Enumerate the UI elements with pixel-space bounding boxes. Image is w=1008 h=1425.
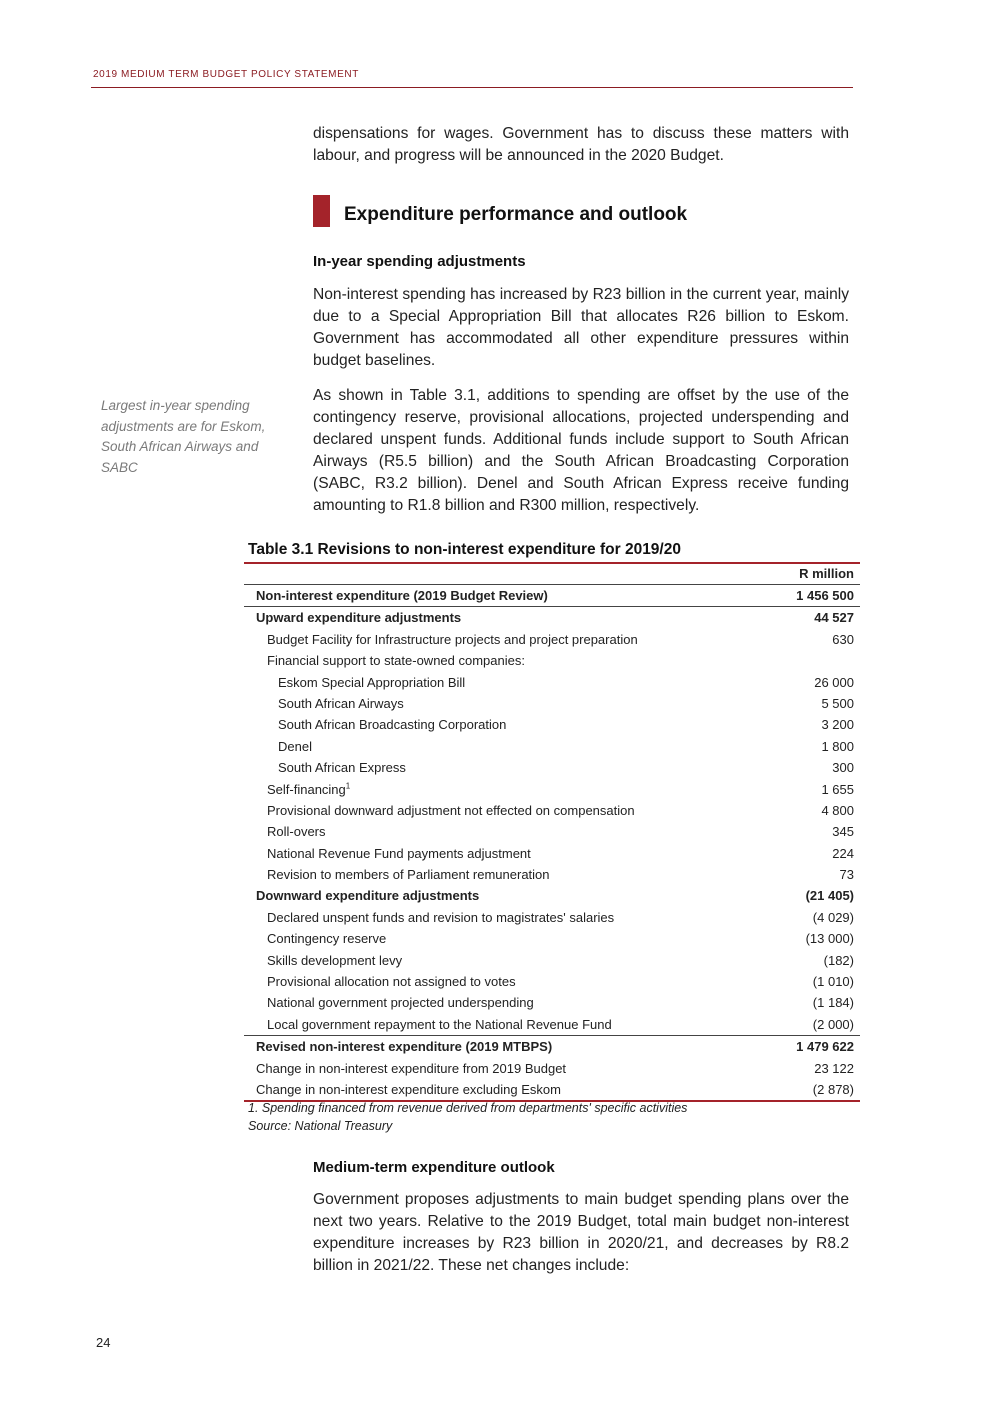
table-footnote: 1. Spending financed from revenue derived from departments' specific activities — [248, 1101, 688, 1115]
table-row — [244, 971, 860, 992]
row-label: Declared unspent funds and revision to magistrates' salaries — [267, 909, 615, 925]
table-row — [244, 1035, 860, 1057]
row-label: Budget Facility for Infrastructure projects and project preparation — [267, 631, 638, 647]
row-label: National Revenue Fund payments adjustment — [267, 845, 531, 861]
table-row — [244, 800, 860, 821]
table-row — [244, 629, 860, 650]
row-label: South African Broadcasting Corporation — [278, 717, 507, 733]
row-label: Provisional downward adjustment not effected on compensation — [267, 802, 635, 818]
subsection-title-medium-term: Medium-term expenditure outlook — [313, 1159, 555, 1176]
table-row — [244, 907, 860, 928]
table-row — [244, 693, 860, 714]
row-value: (13 000) — [805, 931, 854, 947]
table-row — [244, 757, 860, 778]
table-row — [244, 928, 860, 949]
section-title: Expenditure performance and outlook — [344, 204, 688, 225]
row-label: Local government repayment to the National Revenue Fund — [267, 1016, 612, 1032]
table-row — [244, 779, 860, 800]
subsection-title-inyear: In-year spending adjustments — [313, 253, 526, 270]
row-value: 26 000 — [814, 674, 854, 690]
table-row — [244, 650, 860, 671]
table-row — [244, 1014, 860, 1035]
row-value: (1 184) — [812, 995, 854, 1011]
row-value: (4 029) — [812, 909, 854, 925]
row-label-text: Self-financing — [267, 781, 346, 797]
row-value: 73 — [839, 867, 854, 883]
row-label: Contingency reserve — [267, 931, 387, 947]
row-label: Provisional allocation not assigned to votes — [267, 974, 516, 990]
row-value: 1 456 500 — [796, 588, 854, 603]
row-label: Denel — [278, 738, 312, 754]
table-row — [244, 714, 860, 735]
header-rule — [91, 87, 853, 88]
page-number: 24 — [96, 1335, 111, 1350]
intro-paragraph: dispensations for wages. Government has to discuss these matters with labour, and progress will be announced in the 2020 Budget. — [313, 125, 849, 164]
table-title: Table 3.1 Revisions to non-interest expenditure for 2019/20 — [248, 541, 681, 558]
row-value: (1 010) — [812, 974, 854, 990]
unit-header: R million — [799, 566, 854, 581]
row-label: Financial support to state-owned companies: — [267, 653, 525, 669]
row-label: Roll-overs — [267, 824, 326, 840]
row-value: 1 800 — [821, 738, 854, 754]
row-value: 4 800 — [821, 802, 854, 818]
row-label: Non-interest expenditure (2019 Budget Review) — [256, 588, 548, 603]
row-label: Change in non-interest expenditure excluding Eskom — [256, 1081, 561, 1097]
row-label: South African Airways — [278, 695, 404, 711]
table-row — [244, 885, 860, 906]
revisions-table — [244, 562, 860, 1102]
table-row — [244, 864, 860, 885]
row-label: Skills development levy — [267, 952, 403, 968]
row-label: South African Express — [278, 760, 406, 776]
footnote-marker: 1 — [345, 781, 351, 791]
row-label — [267, 779, 350, 800]
row-value: (2 000) — [812, 1016, 854, 1032]
table-row — [244, 992, 860, 1013]
table-row — [244, 584, 860, 606]
margin-note: Largest in-year spending adjustments are for Eskom, South African Airways and SABC — [101, 398, 266, 475]
table-row — [244, 950, 860, 971]
running-header: 2019 MEDIUM TERM BUDGET POLICY STATEMENT — [93, 69, 359, 80]
table-row — [244, 606, 860, 628]
row-value: 1 479 622 — [796, 1039, 854, 1055]
row-value: 5 500 — [821, 695, 854, 711]
row-value: (182) — [823, 952, 854, 968]
table-row — [244, 672, 860, 693]
row-label: Downward expenditure adjustments — [256, 888, 480, 904]
table-row — [244, 843, 860, 864]
row-label: Revised non-interest expenditure (2019 MTBPS) — [256, 1039, 553, 1055]
row-label: Change in non-interest expenditure from 2019 Budget — [256, 1060, 567, 1076]
row-label: Eskom Special Appropriation Bill — [278, 674, 466, 690]
table-row — [244, 1079, 860, 1100]
row-value: 300 — [832, 760, 854, 776]
table-row — [244, 1058, 860, 1079]
row-value: 23 122 — [814, 1060, 854, 1076]
row-value: 224 — [832, 845, 854, 861]
table-source: Source: National Treasury — [248, 1119, 393, 1133]
row-label: Upward expenditure adjustments — [256, 610, 462, 626]
section-marker — [313, 195, 330, 227]
paragraph-medium-term: Government proposes adjustments to main budget spending plans over the next two years. Relative to the 2019 Budget, total main budget non-interest expenditure increases by R23 billion in 2020/21, and decreases by R8.2 billion in 2021/22. These net changes include: — [313, 1191, 849, 1274]
row-value: 345 — [832, 824, 854, 840]
row-value: 630 — [832, 631, 854, 647]
table-header-row — [244, 564, 860, 584]
row-label: Revision to members of Parliament remuneration — [267, 867, 550, 883]
row-value: 1 655 — [821, 781, 854, 797]
row-value: (21 405) — [805, 888, 854, 904]
row-label: National government projected underspending — [267, 995, 534, 1011]
row-value: 3 200 — [821, 717, 854, 733]
table-row — [244, 821, 860, 842]
paragraph-inyear-2: As shown in Table 3.1, additions to spending are offset by the use of the contingency reserve, provisional allocations, projected underspending and declared unspent funds. Additional funds include support to South African Airways (R5.5 billion) and the South African Broadcasting Corporation (SABC, R3.2 billion). Denel and South African Express receive funding amounting to R1.8 billion and R300 million, respectively. — [313, 387, 849, 514]
row-value: 44 527 — [814, 610, 854, 626]
row-value: (2 878) — [812, 1081, 854, 1097]
paragraph-inyear-1: Non-interest spending has increased by R23 billion in the current year, mainly due to a Special Appropriation Bill that allocates R26 billion to Eskom. Government has accommodated all other expenditure pressures within budget baselines. — [313, 286, 849, 369]
table-row — [244, 736, 860, 757]
